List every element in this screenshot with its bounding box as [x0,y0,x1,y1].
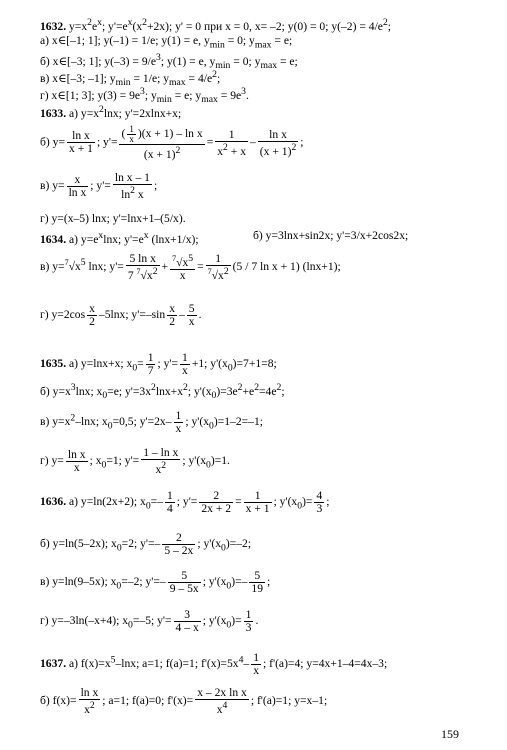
problem-1635-g: г) y= $\frac{\text{ln x}}{x}$ ; $x_0=1$; y'= $\frac{\text{1 – ln x}}{x^2}$ ; $y'(x_0)=1$. [40,446,230,476]
problem-1635-v: в) $y=x^2$–lnx; $x_0=0,5$; y'=2x– $\frac{1}{x}$ ; $y'(x_0)=1-2=-1$; [40,409,263,435]
problem-1632-b: б) x∈[–3; 1]; $y(-3) = 9/e^3$; y(1) = e, $y_{min} = 0$; $y_{max} = e$; [40,52,298,72]
problem-1636-g: г) y=–3ln(–x+4); $x_0=-5$; y'= $\frac{3}{4 - x}$ ; $y'(x_0)=$ $\frac{1}{3}$ . [40,608,259,634]
problem-1633-v: в) y= $\frac{x}{\text{ln x}}$ ; y'= $\frac{\text{ln x – 1}}{\ln^2 x}$ ; [40,171,158,201]
page-number: 159 [441,727,459,741]
problem-1635-a: 1635. а) y=lnx+x; $x_0=$ $\frac{1}{7}$ ; y'= $\frac{1}{x}$ +1; $y'(x_0)=7+1=8$; [40,351,277,377]
problem-1634-b: б) y=3lnx+sin2x; y'=3/x+2cos2x; [253,229,409,242]
problem-1636-v: в) y=ln(9–5x); $x_0=-2$; y'=– $\frac{5}{9 - 5x}$ ; $y'(x_0)=-$ $\frac{5}{19}$ ; [40,569,271,595]
problem-1634-a: 1634. а) $y=e^x\ln x$; $y'=e^x$ (lnx+1/x); [40,230,199,246]
problem-1632-v: в) x∈[–3; –1]; $y_{min} = 1/e$; $y_{max} = 4/e^2$; [40,69,221,89]
problem-1632-a: а) x∈[–1; 1]; y(–1) = 1/e; y(1) = e, $y_{min} = 0$; $y_{max} = e$; [40,34,293,51]
problem-1636-a: 1636. а) y=ln(2x+2); $x_0=-$ $\frac{1}{4}$ ; y'= $\frac{2}{2x + 2}$ = $\frac{1}{x + 1}$ ; $y'(x_0)=$ $\frac{4}{3}$ ; [40,489,330,515]
problem-1637-b: б) f(x)= $\frac{\text{ln x}}{x^2}$ ; a=1; f(a)=0; f'(x)= $\frac{\text{x – 2x ln x}}{x^4}$ ; f'(a)=1; y=x–1; [40,686,328,716]
problem-1637-a: 1637. а) $f(x)=x^5$–lnx; a=1; f(a)=1; $f'(x)=5x^4-$ $\frac{1}{x}$ ; f'(a)=4; y=4x+1–4=4x–3; [40,651,388,677]
problem-1632-statement: 1632. $y=x^2e^x$; $y'=e^x(x^2+2x)$; y' = 0 при x = 0, x= –2; y(0) = 0; $y(-2) = 4/e^2$; [40,17,392,33]
problem-1633-b: б) y= $\frac{\text{ln x}}{x + 1}$ ; y'= ( $\frac{1}{x}$ )(x + 1) – ln x $(x + 1)^2$ = $\frac{1}{x^2 + x}$ – $\frac{\text{ln x}}{(x + 1)^2}$ ; [40,124,304,161]
problem-1635-b: б) $y=x^3\ln x$; $x_0=e$; $y'=3x^2\ln x+x^2$; $y'(x_0)=3e^2+e^2=4e^2$; [40,382,285,402]
problem-1632-g: г) x∈[1; 3]; $y(3) = 9e^3$; $y_{min} = e$; $y_{max} = 9e^3$. [40,86,249,106]
problem-1636-b: б) y=ln(5–2x); $x_0=2$; y'=– $\frac{2}{5 - 2x}$ ; $y'(x_0)=-2$; [40,531,252,557]
problem-1634-g: г) y=2cos $\frac{x}{2}$ –5lnx; y'=–sin $\frac{x}{2}$ – $\frac{5}{x}$ . [40,302,202,328]
problem-1633-a: 1633. а) $y=x^2\ln x$; y'=2xlnx+x; [40,104,182,120]
problem-1634-v: в) $y=^7√x^5$ lnx; y'= $\frac{\text{5 ln x}}{7 ^7√x^2}$ + $\frac{^7√x^5}{x}$ = $\frac{1}{^7√x^2}$ (5 / 7 ln x + 1) (lnx+1); [40,252,341,282]
problem-1633-g: г) y=(x–5) lnx; y'=lnx+1–(5/x). [40,212,186,225]
